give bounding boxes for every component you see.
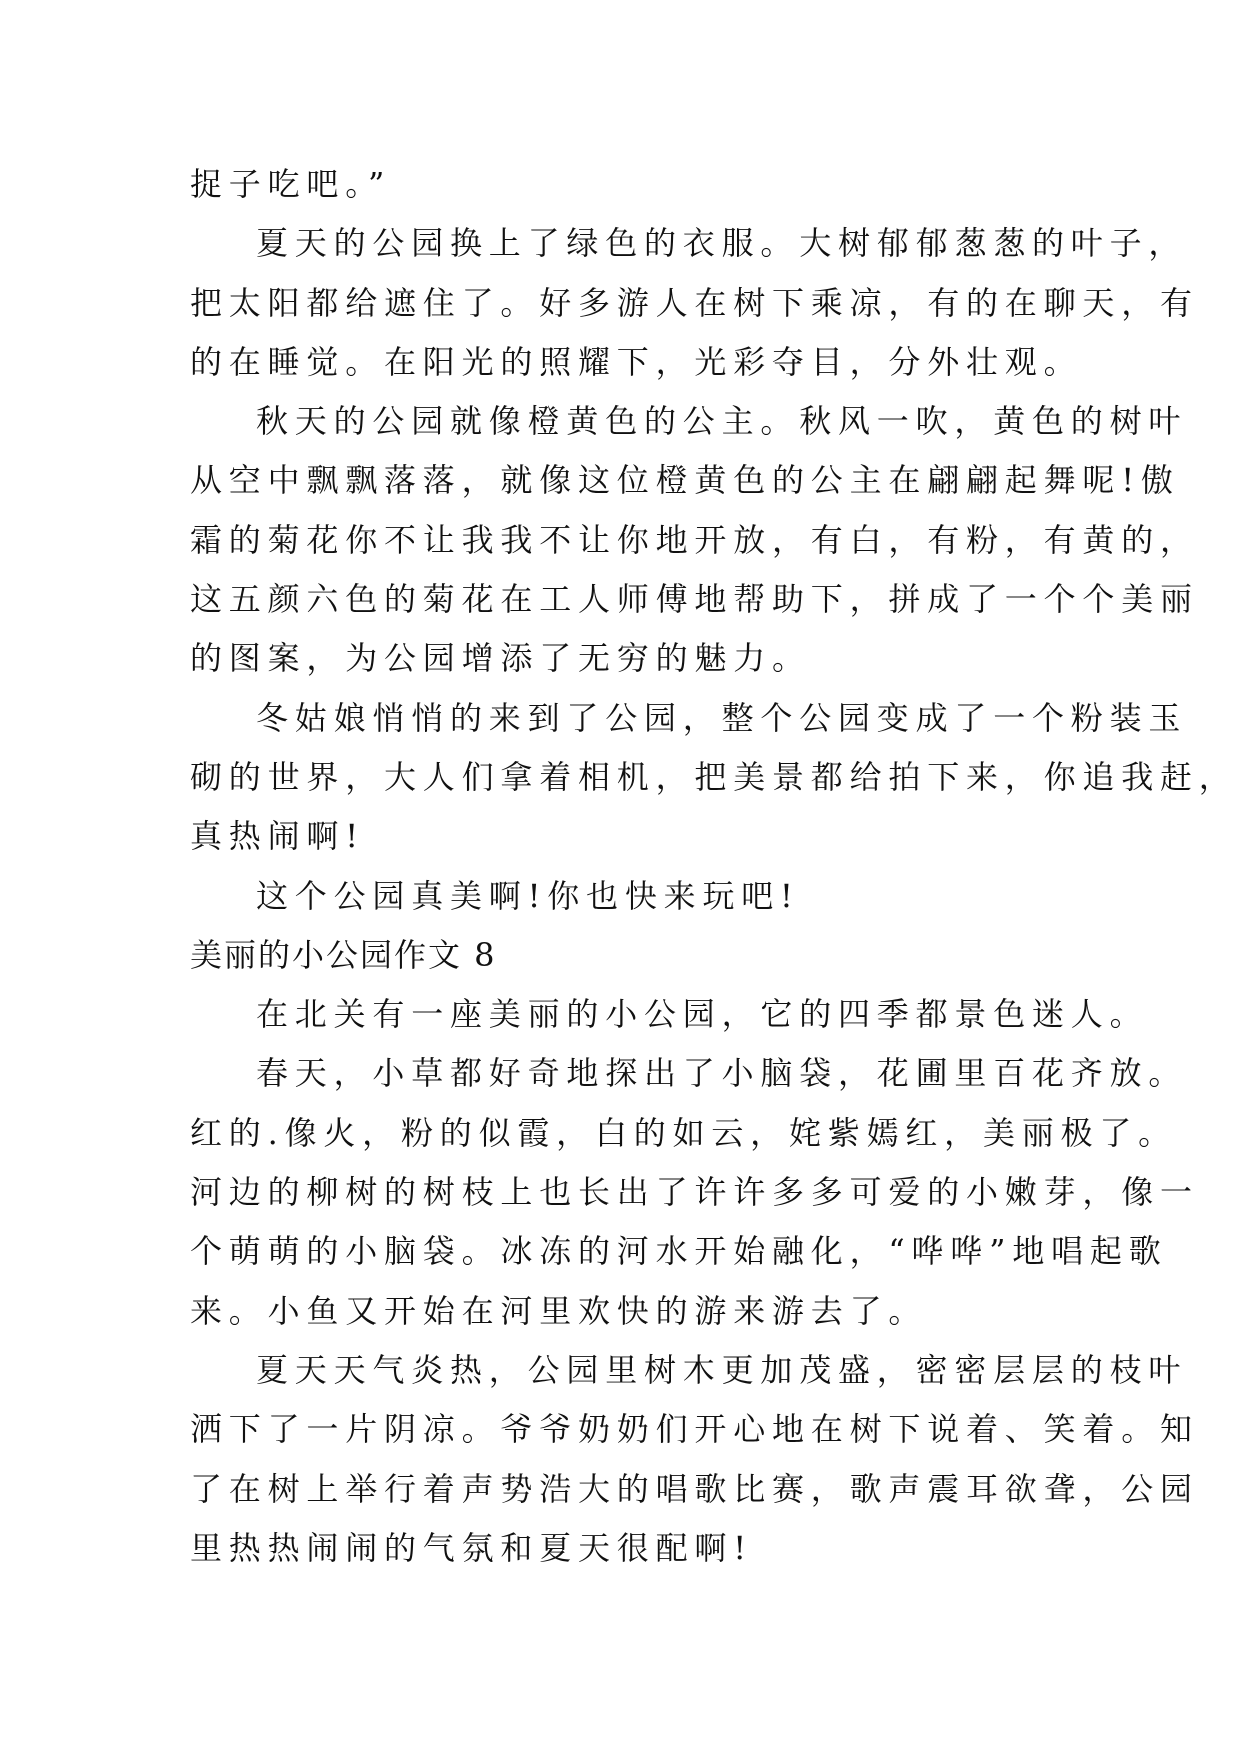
paragraph-start-winter: 冬姑娘悄悄的来到了公园，整个公园变成了一个粉装玉 [256, 698, 1188, 737]
paragraph-start-summer: 夏天的公园换上了绿色的衣服。大树郁郁葱葱的叶子， [256, 224, 1188, 263]
text-line: 从空中飘飘落落，就像这位橙黄色的公主在翩翩起舞呢!傲 [190, 461, 1180, 500]
text-line: 砌的世界，大人们拿着相机，把美景都给拍下来，你追我赶， [190, 757, 1238, 796]
essay-title: 美丽的小公园作文 8 [190, 935, 497, 974]
text-line: 霜的菊花你不让我我不让你地开放，有白，有粉，有黄的， [190, 520, 1199, 559]
paragraph-start-summer-2: 夏天天气炎热，公园里树木更加茂盛，密密层层的枝叶 [256, 1350, 1188, 1389]
text-line: 河边的柳树的树枝上也长出了许许多多可爱的小嫩芽，像一 [190, 1173, 1199, 1212]
paragraph-start-autumn: 秋天的公园就像橙黄色的公主。秋风一吹，黄色的树叶 [256, 402, 1188, 441]
text-line: 了在树上举行着声势浩大的唱歌比赛，歌声震耳欲聋，公园 [190, 1469, 1199, 1508]
paragraph-closing: 这个公园真美啊!你也快来玩吧! [256, 876, 800, 915]
text-line: 红的.像火，粉的似霞，白的如云，姹紫嫣红，美丽极了。 [190, 1113, 1177, 1152]
document-body [190, 155, 1238, 1578]
text-line: 里热热闹闹的气氛和夏天很配啊! [190, 1528, 753, 1567]
text-line: 来。小鱼又开始在河里欢快的游来游去了。 [190, 1291, 928, 1330]
text-line: 捉子吃吧。” [190, 165, 392, 203]
text-line: 个萌萌的小脑袋。冰冻的河水开始融化，“哗哗”地唱起歌 [190, 1232, 1168, 1271]
text-line: 的在睡觉。在阳光的照耀下，光彩夺目，分外壮观。 [190, 342, 1083, 381]
text-line: 洒下了一片阴凉。爷爷奶奶们开心地在树下说着、笑着。知 [190, 1410, 1199, 1449]
text-line: 的图案，为公园增添了无穷的魅力。 [190, 639, 811, 678]
paragraph-start-intro: 在北关有一座美丽的小公园，它的四季都景色迷人。 [256, 995, 1149, 1034]
text-line: 把太阳都给遮住了。好多游人在树下乘凉，有的在聊天，有 [190, 283, 1199, 322]
text-line: 真热闹啊! [190, 817, 365, 856]
text-line: 这五颜六色的菊花在工人师傅地帮助下，拼成了一个个美丽 [190, 580, 1199, 619]
paragraph-start-spring: 春天，小草都好奇地探出了小脑袋，花圃里百花齐放。 [256, 1054, 1188, 1093]
